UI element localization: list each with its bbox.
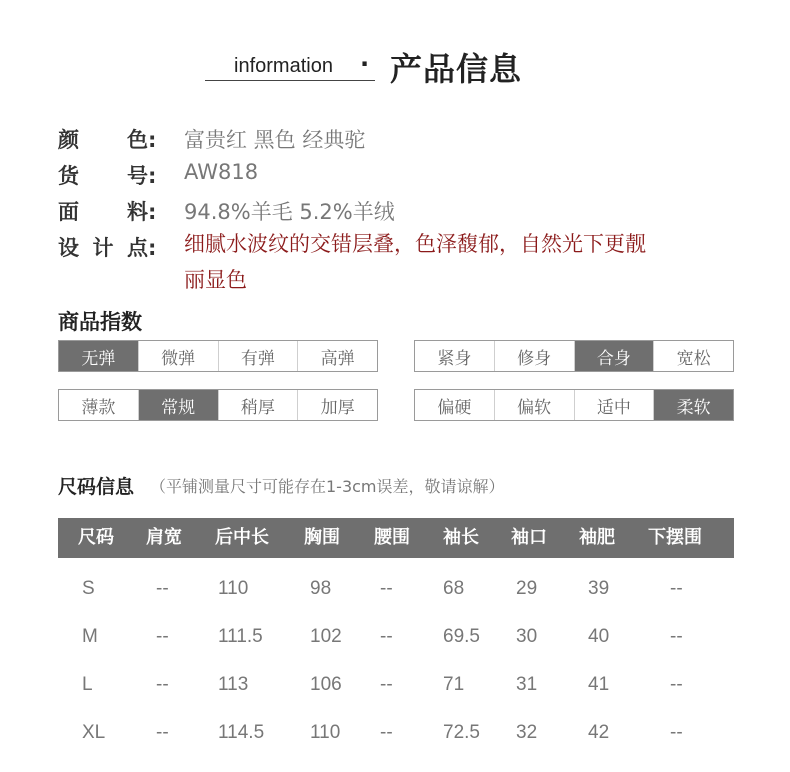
size-row-label: S	[82, 578, 95, 599]
size-table-cell: 98	[310, 578, 332, 599]
size-column-header: 袖长	[443, 527, 479, 548]
softness-option: 柔软	[654, 390, 733, 420]
sku-label: 货 号	[58, 164, 148, 188]
size-table-cell: 39	[588, 578, 610, 599]
size-column-header: 尺码	[78, 527, 114, 548]
thickness-option: 薄款	[59, 390, 139, 420]
elasticity-option: 有弹	[219, 341, 299, 371]
design-line-1: 细腻水波纹的交错层叠，色泽馥郁，自然光下更靓	[184, 232, 646, 256]
softness-option: 偏硬	[415, 390, 495, 420]
header-separator-dot: ·	[360, 50, 370, 78]
color-label-row	[58, 124, 163, 154]
size-table-cell: --	[156, 674, 169, 695]
elasticity-option: 微弹	[139, 341, 219, 371]
sku-label-row	[58, 160, 163, 190]
colon: :	[148, 128, 157, 152]
fit-option: 合身	[575, 341, 655, 371]
size-table-cell: 102	[310, 626, 342, 647]
softness-index	[414, 389, 734, 421]
size-table-header	[58, 518, 734, 558]
fit-index	[414, 340, 734, 372]
size-table-cell: 111.5	[218, 626, 263, 647]
size-table-cell: --	[670, 674, 683, 695]
colon: :	[148, 236, 157, 260]
design-label: 设计点	[58, 236, 148, 260]
fit-option: 宽松	[676, 348, 711, 369]
size-table-cell: 69.5	[443, 626, 480, 647]
size-table-cell: 30	[516, 626, 538, 647]
elasticity-index	[58, 340, 378, 372]
size-column-header: 腰围	[374, 527, 410, 548]
fit-option: 紧身	[415, 341, 495, 371]
softness-option: 偏软	[495, 390, 575, 420]
size-table-cell: --	[670, 722, 683, 743]
size-column-header: 下摆围	[648, 527, 702, 548]
size-table-cell: 106	[310, 674, 342, 695]
design-description	[184, 226, 744, 298]
size-table-cell: 41	[588, 674, 610, 695]
colon: :	[148, 200, 157, 224]
size-table-cell: 40	[588, 626, 610, 647]
size-table-cell: 113	[218, 674, 249, 695]
size-table-cell: --	[380, 674, 393, 695]
size-column-header: 胸围	[304, 527, 340, 548]
size-table-cell: --	[380, 722, 393, 743]
size-table-cell: 32	[516, 722, 538, 743]
size-table-cell: 110	[310, 722, 341, 743]
size-row-label: M	[82, 626, 98, 647]
size-table-cell: 31	[516, 674, 538, 695]
thickness-option: 稍厚	[219, 390, 299, 420]
size-row-label: XL	[82, 722, 106, 743]
header-underline	[205, 80, 375, 81]
size-table-cell: --	[156, 578, 169, 599]
elasticity-option: 高弹	[320, 348, 355, 369]
colon: :	[148, 164, 157, 188]
size-table-cell: 114.5	[218, 722, 265, 743]
size-table-cell: 42	[588, 722, 610, 743]
sku-value: AW818	[184, 160, 259, 184]
thickness-index	[58, 389, 378, 421]
elasticity-option: 无弹	[59, 341, 139, 371]
header-english-title: information	[234, 55, 333, 77]
size-table-cell: --	[670, 626, 683, 647]
thickness-option: 加厚	[320, 397, 355, 418]
size-row-label: L	[82, 674, 93, 695]
size-table-cell: --	[380, 578, 393, 599]
size-table-cell: --	[156, 626, 169, 647]
size-table-cell: --	[670, 578, 683, 599]
design-line-2: 丽显色	[184, 268, 247, 292]
size-table-cell: 29	[516, 578, 538, 599]
size-column-header: 后中长	[215, 527, 269, 548]
size-measure-note: （平铺测量尺寸可能存在1-3cm误差，敬请谅解）	[150, 477, 505, 496]
size-column-header: 肩宽	[146, 527, 182, 548]
fabric-label-row	[58, 196, 163, 226]
design-label-row	[58, 232, 163, 262]
index-section-title: 商品指数	[58, 310, 142, 334]
fit-option: 修身	[495, 341, 575, 371]
size-table-cell: 110	[218, 578, 249, 599]
size-table-cell: 71	[443, 674, 465, 695]
size-table-cell: 68	[443, 578, 465, 599]
size-table-cell: --	[380, 626, 393, 647]
thickness-option: 常规	[139, 390, 219, 420]
color-label: 颜 色	[58, 128, 148, 152]
page-title: 产品信息	[390, 50, 523, 88]
fabric-label: 面 料	[58, 200, 148, 224]
size-table-cell: --	[156, 722, 169, 743]
size-column-header: 袖肥	[579, 527, 615, 548]
size-column-header: 袖口	[511, 527, 547, 548]
softness-option: 适中	[575, 390, 655, 420]
size-table-cell: 72.5	[443, 722, 480, 743]
color-value: 富贵红 黑色 经典驼	[184, 128, 366, 152]
size-section-title: 尺码信息	[58, 476, 135, 498]
fabric-value: 94.8%羊毛 5.2%羊绒	[184, 200, 395, 224]
